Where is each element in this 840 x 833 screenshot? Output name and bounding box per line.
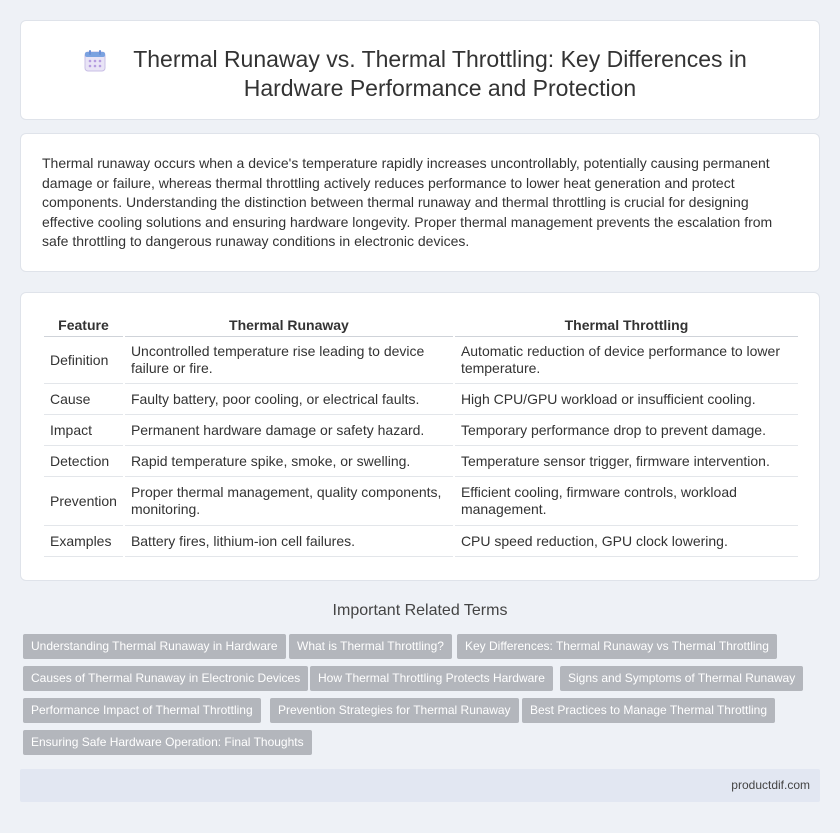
runaway-cell: Battery fires, lithium-ion cell failures. xyxy=(125,526,453,557)
table-row xyxy=(44,415,798,446)
table-row xyxy=(44,337,798,384)
feature-cell: Detection xyxy=(44,446,123,477)
page-title: Thermal Runaway vs. Thermal Throttling: Key Differences in Hardware Performance and Protection xyxy=(133,46,747,101)
related-term-tag[interactable]: Ensuring Safe Hardware Operation: Final Thoughts xyxy=(23,730,312,755)
header-feature: Feature xyxy=(44,317,123,337)
intro-paragraph: Thermal runaway occurs when a device's temperature rapidly increases uncontrollably, potentially causing permanent damage or failure, whereas thermal throttling actively reduces performance to lower heat generation and protect components. Understanding the distinction between thermal runaway and thermal throttling is crucial for designing effective cooling solutions and ensuring hardware longevity. Proper thermal management prevents the escalation from safe throttling to dangerous runaway conditions in electronic devices. xyxy=(42,155,773,250)
feature-cell: Impact xyxy=(44,415,123,446)
related-term-tag[interactable]: What is Thermal Throttling? xyxy=(289,634,452,659)
throttling-cell: Temperature sensor trigger, firmware intervention. xyxy=(455,446,798,477)
throttling-cell: High CPU/GPU workload or insufficient cooling. xyxy=(455,384,798,415)
related-term-tag[interactable]: Best Practices to Manage Thermal Throttling xyxy=(522,698,775,723)
runaway-cell: Faulty battery, poor cooling, or electrical faults. xyxy=(125,384,453,415)
related-term-tag[interactable]: How Thermal Throttling Protects Hardware xyxy=(310,666,553,691)
title-card xyxy=(20,20,820,120)
table-row xyxy=(44,384,798,415)
table-row xyxy=(44,477,798,526)
table-row xyxy=(44,446,798,477)
throttling-cell: Temporary performance drop to prevent damage. xyxy=(455,415,798,446)
runaway-cell: Rapid temperature spike, smoke, or swelling. xyxy=(125,446,453,477)
runaway-cell: Proper thermal management, quality components, monitoring. xyxy=(125,477,453,526)
footer xyxy=(20,769,820,802)
table-row xyxy=(44,526,798,557)
related-terms-title: Important Related Terms xyxy=(332,602,508,619)
throttling-cell: CPU speed reduction, GPU clock lowering. xyxy=(455,526,798,557)
comparison-card xyxy=(20,292,820,581)
comparison-table xyxy=(42,317,800,557)
related-term-tag[interactable]: Signs and Symptoms of Thermal Runaway xyxy=(560,666,803,691)
feature-cell: Prevention xyxy=(44,477,123,526)
throttling-cell: Efficient cooling, firmware controls, workload management. xyxy=(455,477,798,526)
runaway-cell: Uncontrolled temperature rise leading to device failure or fire. xyxy=(125,337,453,384)
related-term-tag[interactable]: Performance Impact of Thermal Throttling xyxy=(23,698,261,723)
related-term-tag[interactable]: Understanding Thermal Runaway in Hardware xyxy=(23,634,286,659)
related-term-tag[interactable]: Causes of Thermal Runaway in Electronic Devices xyxy=(23,666,308,691)
feature-cell: Cause xyxy=(44,384,123,415)
runaway-cell: Permanent hardware damage or safety hazard. xyxy=(125,415,453,446)
throttling-cell: Automatic reduction of device performance to lower temperature. xyxy=(455,337,798,384)
related-term-tag[interactable]: Key Differences: Thermal Runaway vs Thermal Throttling xyxy=(457,634,777,659)
feature-cell: Examples xyxy=(44,526,123,557)
header-thermal-runaway: Thermal Runaway xyxy=(125,317,453,337)
table-header-row xyxy=(44,317,798,337)
header-thermal-throttling: Thermal Throttling xyxy=(455,317,798,337)
feature-cell: Definition xyxy=(44,337,123,384)
related-term-tag[interactable]: Prevention Strategies for Thermal Runaway xyxy=(270,698,519,723)
intro-card xyxy=(20,133,820,272)
site-name[interactable]: productdif.com xyxy=(731,778,810,792)
